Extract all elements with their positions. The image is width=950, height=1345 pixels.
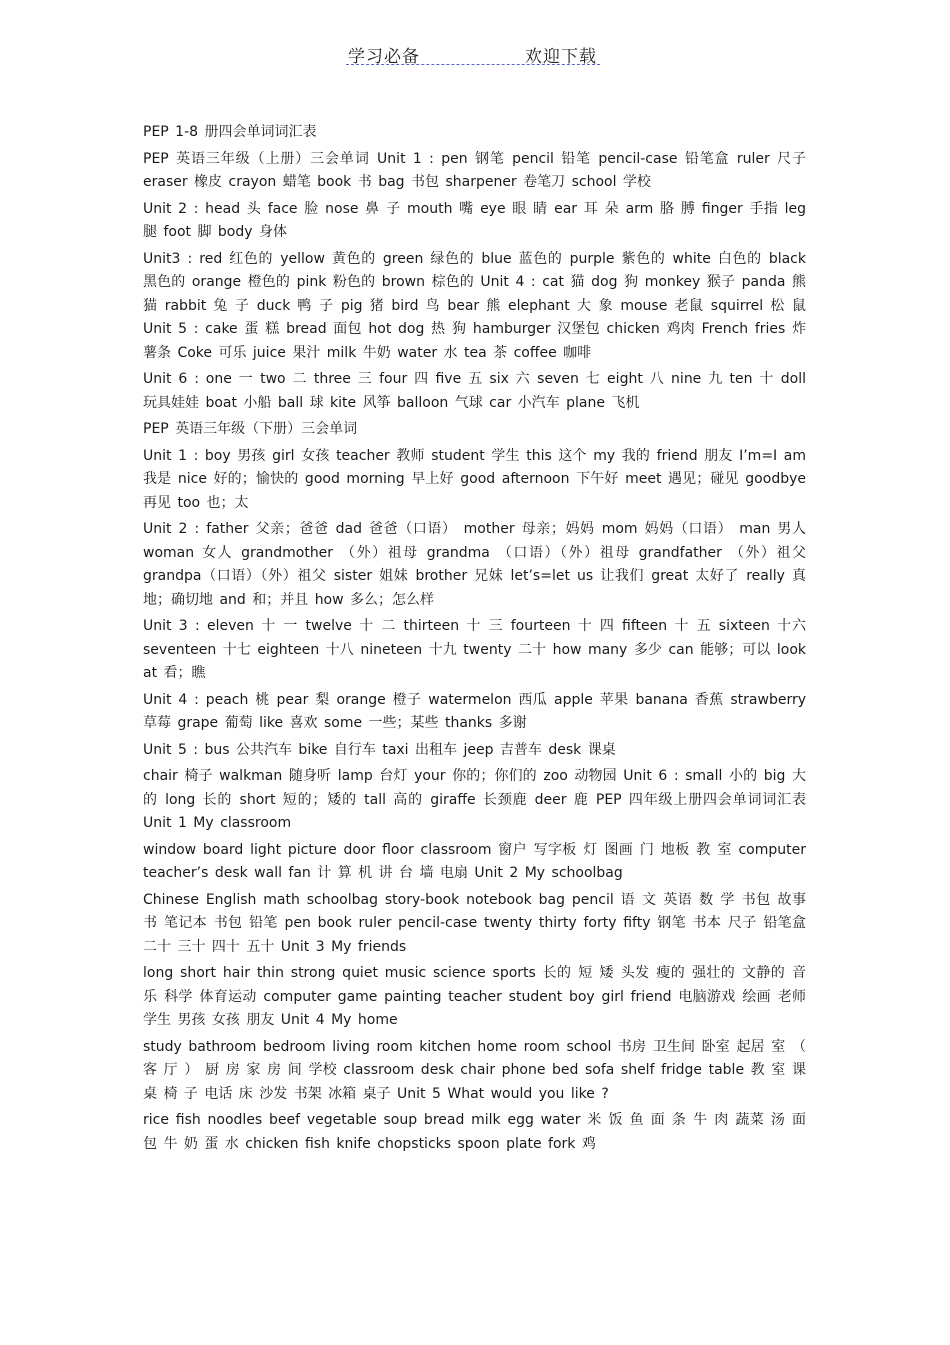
- header-left-text: 学习必备: [348, 47, 420, 67]
- paragraph-grade3-vol1-unit1: PEP 英语三年级（上册）三会单词 Unit 1 : pen 钢笔 pencil 铅笔 pencil-case 铅笔盒 ruler 尺子 eraser 橡皮 crayon 蜡笔 book 书 bag 书包 sharpener 卷笔刀 school 学校: [143, 150, 806, 190]
- paragraph-grade4-unit5: rice fish noodles beef vegetable soup bread milk egg water 米 饭 鱼 面 条 牛 肉 蔬菜 汤 面 包 牛 奶 蛋 水 chicken fish knife chopsticks spoon plate fork 鸡: [143, 1112, 806, 1152]
- header-dashed-rule: [346, 64, 600, 65]
- paragraph-grade3-vol2-unit3: Unit 3 : eleven 十 一 twelve 十 二 thirteen 十 三 fourteen 十 四 fifteen 十 五 sixteen 十六 seventeen 十七 eighteen 十八 nineteen 十九 twenty 二十 how many 多少 can 能够；可以 look at 看；瞧: [143, 618, 806, 681]
- paragraph-grade3-vol2-unit1: Unit 1 : boy 男孩 girl 女孩 teacher 教师 student 学生 this 这个 my 我的 friend 朋友 I’m=I am 我是 nice 好的；愉快的 good morning 早上好 good afternoon 下午好 meet 遇见；碰见 goodbye 再见 too 也；太: [143, 447, 806, 511]
- paragraph-grade3-vol1-unit6: Unit 6 : one 一 two 二 three 三 four 四 five 五 six 六 seven 七 eight 八 nine 九 ten 十 doll 玩具娃娃 boat 小船 ball 球 kite 风筝 balloon 气球 car 小汽车 plane 飞机: [143, 371, 806, 411]
- paragraph-grade4-unit3: long short hair thin strong quiet music science sports 长的 短 矮 头发 瘦的 强壮的 文静的 音乐 科学 体育运动 computer game painting teacher student boy girl friend 电脑游戏 绘画 老师 学生 男孩 女孩 朋友 Unit 4 My home: [143, 965, 806, 1028]
- paragraph-grade3-vol2-unit4: Unit 4 : peach 桃 pear 梨 orange 橙子 watermelon 西瓜 apple 苹果 banana 香蕉 strawberry 草莓 grape 葡萄 like 喜欢 some 一些；某些 thanks 多谢: [143, 691, 806, 731]
- paragraph-grade3-vol1-unit2: Unit 2 : head 头 face 脸 nose 鼻 子 mouth 嘴 eye 眼 睛 ear 耳 朵 arm 胳 膊 finger 手指 leg 腿 foot 脚 body 身体: [143, 200, 806, 240]
- paragraph-grade4-unit2: Chinese English math schoolbag story-book notebook bag pencil 语 文 英语 数 学 书包 故事书 笔记本 书包 铅笔 pen book ruler pencil-case twenty thirty forty fifty 钢笔 书本 尺子 铅笔盒 二十 三十 四十 五十 Unit 3 My friends: [143, 891, 806, 955]
- header-right-text: 欢迎下载: [525, 47, 597, 67]
- vocabulary-document-body: [143, 121, 806, 1159]
- paragraph-grade4-unit4: study bathroom bedroom living room kitchen home room school 书房 卫生间 卧室 起居 室 （ 客 厅 ） 厨 房 家 房 间 学校 classroom desk chair phone bed sofa shelf fridge table 教 室 课 桌 椅 子 电话 床 沙发 书架 冰箱 桌子 Unit 5 What would you like ?: [143, 1038, 806, 1102]
- document-title: PEP 1-8 册四会单词词汇表: [143, 124, 317, 140]
- paragraph-grade3-vol2-unit6: chair 椅子 walkman 随身听 lamp 台灯 your 你的；你们的 zoo 动物园 Unit 6 : small 小的 big 大的 long 长的 short 短的；矮的 tall 高的 giraffe 长颈鹿 deer 鹿 PEP 四年级上册四会单词词汇表 Unit 1 My classroom: [143, 768, 806, 831]
- paragraph-grade4-unit1: window board light picture door floor classroom 窗户 写字板 灯 图画 门 地板 教 室 computer teacher’s desk wall fan 计 算 机 讲 台 墙 电扇 Unit 2 My schoolbag: [143, 841, 806, 881]
- page-header: [0, 38, 950, 68]
- paragraph-grade3-vol1-unit3-5: Unit3 : red 红色的 yellow 黄色的 green 绿色的 blue 蓝色的 purple 紫色的 white 白色的 black 黑色的 orange 橙色的 pink 粉色的 brown 棕色的 Unit 4 : cat 猫 dog 狗 monkey 猴子 panda 熊 猫 rabbit 兔 子 duck 鸭 子 pig 猪 bird 鸟 bear 熊 elephant 大 象 mouse 老鼠 squirrel 松 鼠 Unit 5 : cake 蛋 糕 bread 面包 hot dog 热 狗 hamburger 汉堡包 chicken 鸡肉 French fries 炸薯条 Coke 可乐 juice 果汁 milk 牛奶 water 水 tea 茶 coffee 咖啡: [143, 250, 806, 361]
- section-heading-grade3-vol2: PEP 英语三年级（下册）三会单词: [143, 421, 358, 437]
- paragraph-grade3-vol2-unit5: Unit 5 : bus 公共汽车 bike 自行车 taxi 出租车 jeep 吉普车 desk 课桌: [143, 741, 616, 758]
- paragraph-grade3-vol2-unit2: Unit 2 : father 父亲；爸爸 dad 爸爸（口语） mother 母亲；妈妈 mom 妈妈（口语） man 男人 woman 女人 grandmother （外）祖母 grandma （口语）（外）祖母 grandfather （外）祖父 grandpa（口语）（外）祖父 sister 姐妹 brother 兄妹 let’s=let us 让我们 great 太好了 really 真地；确切地 and 和；并且 how 多么；怎么样: [143, 521, 806, 608]
